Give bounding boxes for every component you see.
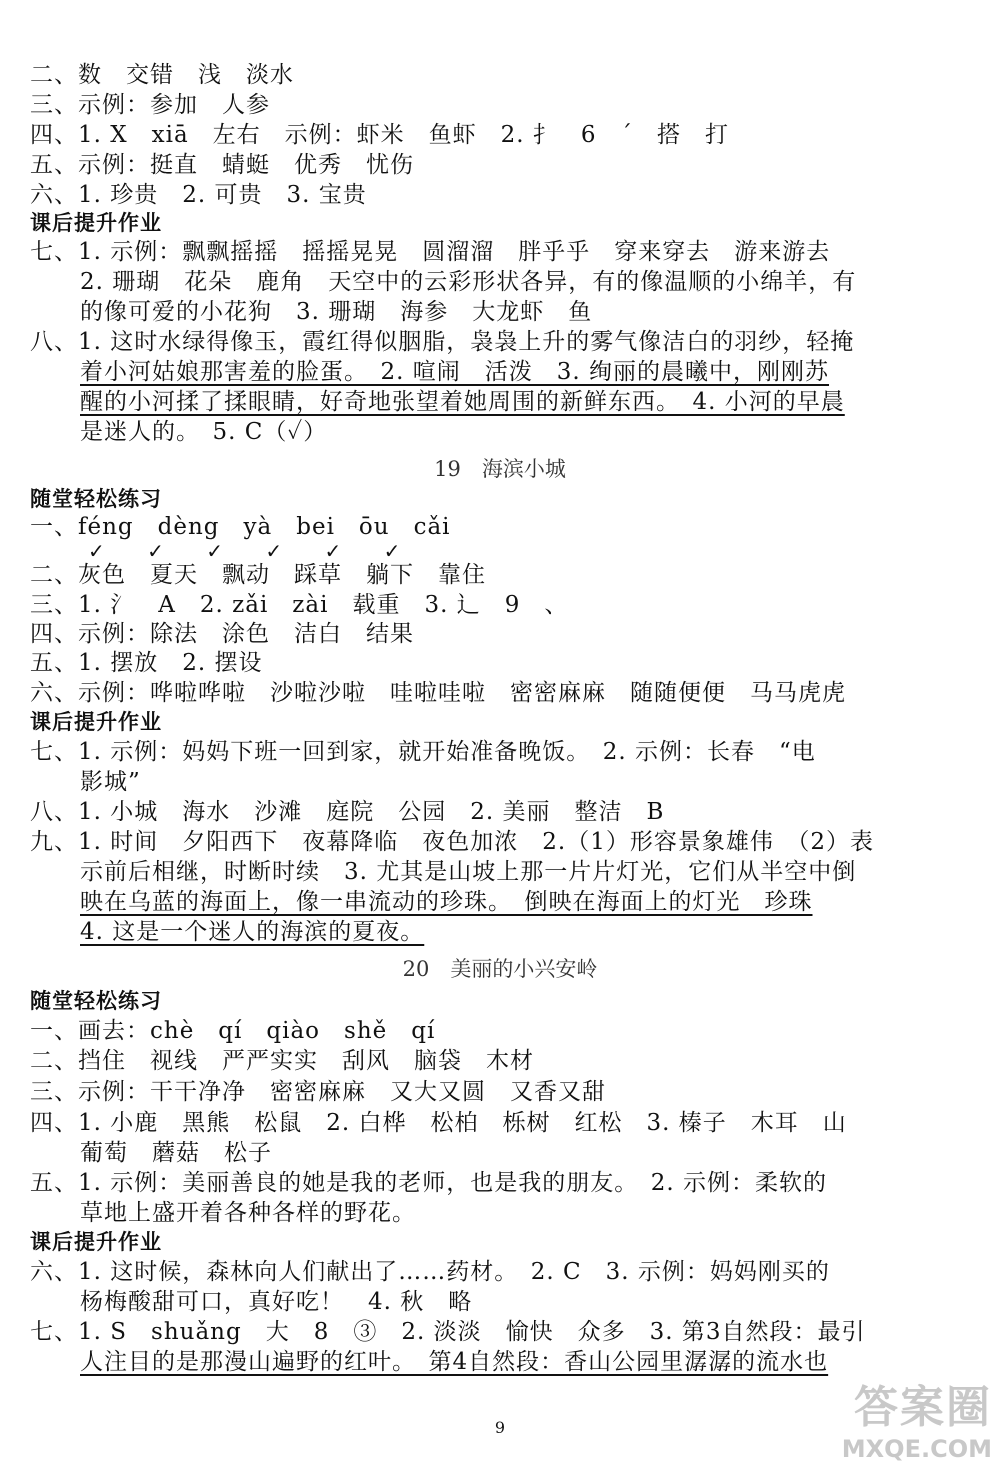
- watermark-logo: [842, 1371, 992, 1463]
- text-line: 七、1. S shuǎng 大 8 ③ 2. 淡淡 愉快 众多 3. 第3自然段：最引: [30, 1319, 866, 1345]
- text-line: 是迷人的。 5. C（✓）: [80, 419, 328, 445]
- text-line: 葡萄 蘑菇 松子: [80, 1140, 272, 1166]
- text-line: 三、示例：参加 人参: [30, 92, 270, 118]
- text-line: 着小河姑娘那害羞的脸蛋。 2. 喧闹 活泼 3. 绚丽的晨曦中，刚刚苏: [80, 359, 830, 385]
- lesson-title: 20 美丽的小兴安岭: [402, 957, 598, 981]
- watermark-url: MXQE.COM: [841, 1435, 992, 1463]
- text-line: 四、1. 小鹿 黑熊 松鼠 2. 白桦 松柏 栎树 红松 3. 榛子 木耳 山: [30, 1110, 847, 1136]
- text-line: 五、1. 摆放 2. 摆设: [30, 650, 263, 676]
- text-line: 三、1. 氵 A 2. zǎi zài 载重 3. 辶 9 、: [30, 592, 569, 618]
- text-line: 七、1. 示例：飘飘摇摇 摇摇晃晃 圆溜溜 胖乎乎 穿来穿去 游来游去: [30, 239, 831, 265]
- text-line: 六、示例：哗啦哗啦 沙啦沙啦 哇啦哇啦 密密麻麻 随随便便 马马虎虎: [30, 680, 846, 706]
- text-line: 二、数 交错 浅 淡水: [30, 62, 294, 88]
- text-line: 2. 珊瑚 花朵 鹿角 天空中的云彩形状各异，有的像温顺的小绵羊，有: [80, 269, 857, 295]
- text-line: 醒的小河揉了揉眼睛，好奇地张望着她周围的新鲜东西。 4. 小河的早晨: [80, 389, 845, 415]
- page-number: 9: [494, 1418, 506, 1437]
- section-heading: 课后提升作业: [30, 211, 162, 235]
- text-line: 五、示例：挺直 蜻蜓 优秀 忧伤: [30, 152, 414, 178]
- section-heading: 随堂轻松练习: [30, 487, 162, 511]
- text-line: 杨梅酸甜可口，真好吃！ 4. 秋 略: [80, 1289, 473, 1315]
- text-line: 二、挡住 视线 严严实实 刮风 脑袋 木材: [30, 1048, 534, 1074]
- text-line: 五、1. 示例：美丽善良的她是我的老师，也是我的朋友。 2. 示例：柔软的: [30, 1170, 828, 1196]
- text-line: 二、灰色 夏天 飘动 踩草 躺下 靠住: [30, 562, 486, 588]
- text-line: 的像可爱的小花狗 3. 珊瑚 海参 大龙虾 鱼: [80, 299, 593, 325]
- text-line: 三、示例：干干净净 密密麻麻 又大又圆 又香又甜: [30, 1079, 606, 1105]
- text-line: 映在乌蓝的海面上，像一串流动的珍珠。 倒映在海面上的灯光 珍珠: [80, 889, 813, 915]
- text-line: 四、示例：除法 涂色 洁白 结果: [30, 621, 414, 647]
- text-line: 九、1. 时间 夕阳西下 夜幕降临 夜色加浓 2.（1）形容景象雄伟 （2）表: [30, 829, 874, 855]
- section-heading: 随堂轻松练习: [30, 989, 162, 1013]
- section-heading: 课后提升作业: [30, 1230, 162, 1254]
- text-line: 影城”: [80, 769, 141, 795]
- text-line: 草地上盛开着各种各样的野花。: [80, 1200, 416, 1226]
- section-heading: 课后提升作业: [30, 710, 162, 734]
- check-marks: ✓ ✓ ✓ ✓ ✓ ✓: [88, 539, 419, 563]
- text-line: 八、1. 这时水绿得像玉，霞红得似胭脂，袅袅上升的雾气像洁白的羽纱，轻掩: [30, 329, 855, 355]
- text-line: 一、画去：chè qí qiào shě qí: [30, 1018, 436, 1044]
- text-line: 示前后相继，时断时续 3. 尤其是山坡上那一片片灯光，它们从半空中倒: [80, 859, 857, 885]
- text-line: 六、1. 这时候，森林向人们献出了……药材。 2. C 3. 示例：妈妈刚买的: [30, 1259, 830, 1285]
- text-line: 4. 这是一个迷人的海滨的夏夜。: [80, 919, 425, 945]
- text-line: 七、1. 示例：妈妈下班一回到家，就开始准备晚饭。 2. 示例：长春 “电: [30, 739, 816, 765]
- text-line: 四、1. X xiā 左右 示例：虾米 鱼虾 2. 扌 6 ˊ 搭 打: [30, 122, 730, 148]
- text-line: 六、1. 珍贵 2. 可贵 3. 宝贵: [30, 182, 367, 208]
- text-line: 人注目的是那漫山遍野的红叶。 第4自然段：香山公园里潺潺的流水也: [80, 1349, 829, 1375]
- watermark-text: 答案圈: [854, 1382, 992, 1433]
- text-line: 一、féng dèng yà bei ōu cǎi: [30, 514, 451, 540]
- lesson-title: 19 海滨小城: [434, 457, 566, 481]
- text-line: 八、1. 小城 海水 沙滩 庭院 公园 2. 美丽 整洁 B: [30, 799, 665, 825]
